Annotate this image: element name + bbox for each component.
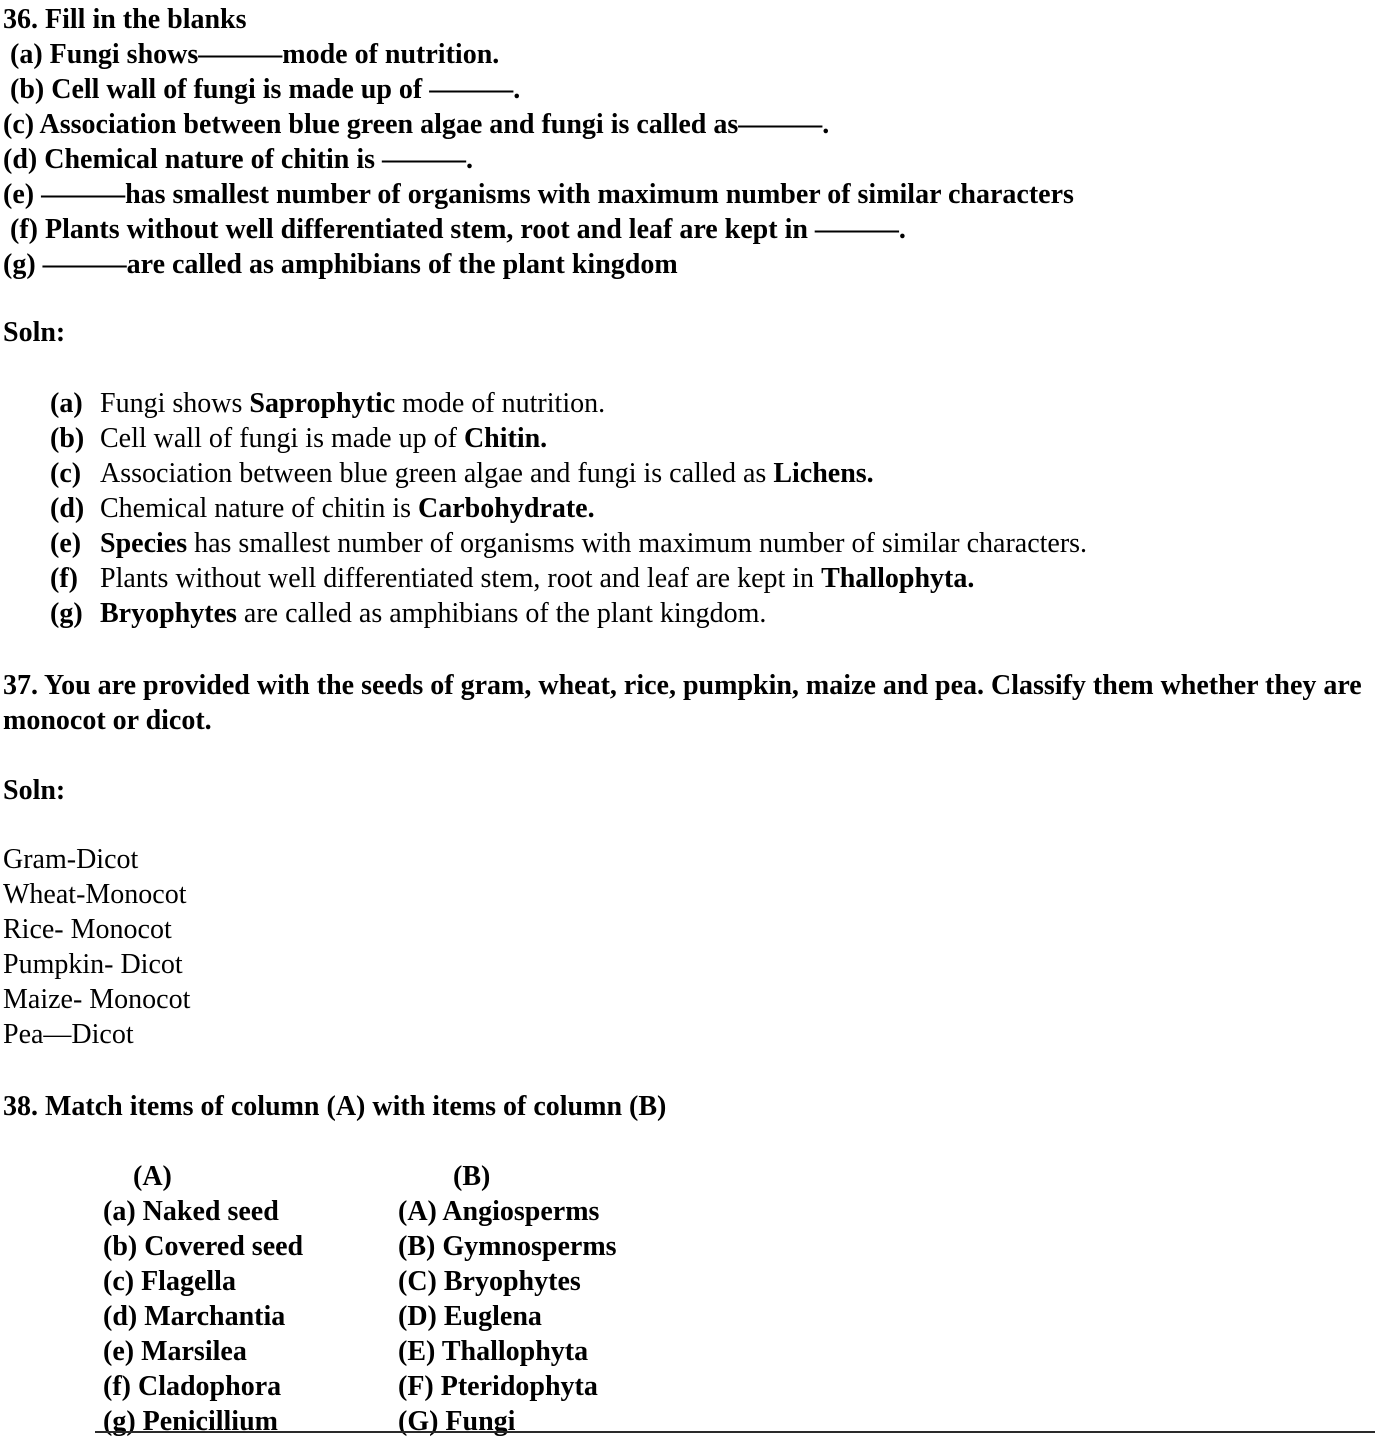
solution-item [3, 561, 1375, 596]
soln-label: Soln: [3, 775, 66, 806]
solution-label: (b) [50, 423, 85, 454]
solution-text: Cell wall of fungi is made up of Chitin. [100, 423, 548, 454]
fill-blank-line: (d) Chemical nature of chitin is ———. [3, 144, 474, 175]
solution-text: Bryophytes are called as amphibians of the plant kingdom. [100, 598, 767, 629]
solution-label: (e) [50, 528, 82, 559]
match-row [103, 1299, 1375, 1334]
question-36-solutions [3, 386, 1375, 631]
solution-label: (d) [50, 493, 85, 524]
match-table-header [103, 1159, 1375, 1194]
match-cell-b: (D) Euglena [398, 1301, 542, 1332]
match-cell-b: (C) Bryophytes [398, 1266, 581, 1297]
solution-text: Fungi shows Saprophytic mode of nutrition. [100, 388, 606, 419]
column-a-header: (A) [133, 1161, 172, 1192]
fill-blank-line: (a) Fungi shows———mode of nutrition. [3, 39, 500, 70]
question-36-title: 36. Fill in the blanks [3, 4, 247, 35]
match-cell-b: (E) Thallophyta [398, 1336, 589, 1367]
solution-label: (c) [50, 458, 82, 489]
solution-label: (a) [50, 388, 83, 419]
solution-text: Chemical nature of chitin is Carbohydrate. [100, 493, 595, 524]
solution-text: Plants without well differentiated stem, root and leaf are kept in Thallophyta. [100, 563, 975, 594]
classification-line: Gram-Dicot [3, 844, 139, 875]
question-37-title: 37. You are provided with the seeds of gram, wheat, rice, pumpkin, maize and pea. Classify them whether they are monocot or dicot. [3, 670, 1362, 736]
fill-blank-line: (g) ———are called as amphibians of the plant kingdom [3, 249, 678, 280]
match-cell-a: (d) Marchantia [103, 1301, 286, 1332]
match-cell-b: (B) Gymnosperms [398, 1231, 617, 1262]
solution-text: Species has smallest number of organisms with maximum number of similar characters. [100, 528, 1088, 559]
question-37-classifications [3, 842, 1375, 1052]
fill-blank-line: (b) Cell wall of fungi is made up of ———. [3, 74, 521, 105]
match-cell-b: (F) Pteridophyta [398, 1371, 598, 1402]
match-row [103, 1369, 1375, 1404]
match-cell-a: (b) Covered seed [103, 1231, 304, 1262]
column-b-header: (B) [453, 1161, 491, 1192]
question-36-blanks [3, 37, 1375, 282]
match-row [103, 1194, 1375, 1229]
solution-item [3, 421, 1375, 456]
match-row [103, 1229, 1375, 1264]
match-cell-a: (a) Naked seed [103, 1196, 279, 1227]
soln-label: Soln: [3, 317, 66, 348]
solution-item [3, 596, 1375, 631]
fill-blank-line: (c) Association between blue green algae and fungi is called as———. [3, 109, 830, 140]
solution-item [3, 526, 1375, 561]
solution-text: Association between blue green algae and fungi is called as Lichens. [100, 458, 874, 489]
classification-line: Pea—Dicot [3, 1019, 134, 1050]
match-cell-a: (f) Cladophora [103, 1371, 282, 1402]
match-row [103, 1334, 1375, 1369]
classification-line: Wheat-Monocot [3, 879, 187, 910]
classification-line: Pumpkin- Dicot [3, 949, 183, 980]
classification-line: Rice- Monocot [3, 914, 172, 945]
fill-blank-line: (e) ———has smallest number of organisms with maximum number of similar characters [3, 179, 1074, 210]
match-row [103, 1404, 1375, 1439]
solution-item [3, 386, 1375, 421]
match-cell-a: (c) Flagella [103, 1266, 236, 1297]
solution-item [3, 491, 1375, 526]
match-cell-b: (A) Angiosperms [398, 1196, 600, 1227]
fill-blank-line: (f) Plants without well differentiated stem, root and leaf are kept in ———. [3, 214, 906, 245]
match-cell-a: (e) Marsilea [103, 1336, 247, 1367]
match-row [103, 1264, 1375, 1299]
solution-label: (f) [50, 563, 78, 594]
question-38-title: 38. Match items of column (A) with items of column (B) [3, 1091, 667, 1122]
solution-item [3, 456, 1375, 491]
match-cell-b: (G) Fungi [398, 1406, 516, 1437]
match-cell-a: (g) Penicillium [103, 1406, 278, 1437]
match-table [103, 1159, 1375, 1439]
solution-label: (g) [50, 598, 83, 629]
classification-line: Maize- Monocot [3, 984, 191, 1015]
